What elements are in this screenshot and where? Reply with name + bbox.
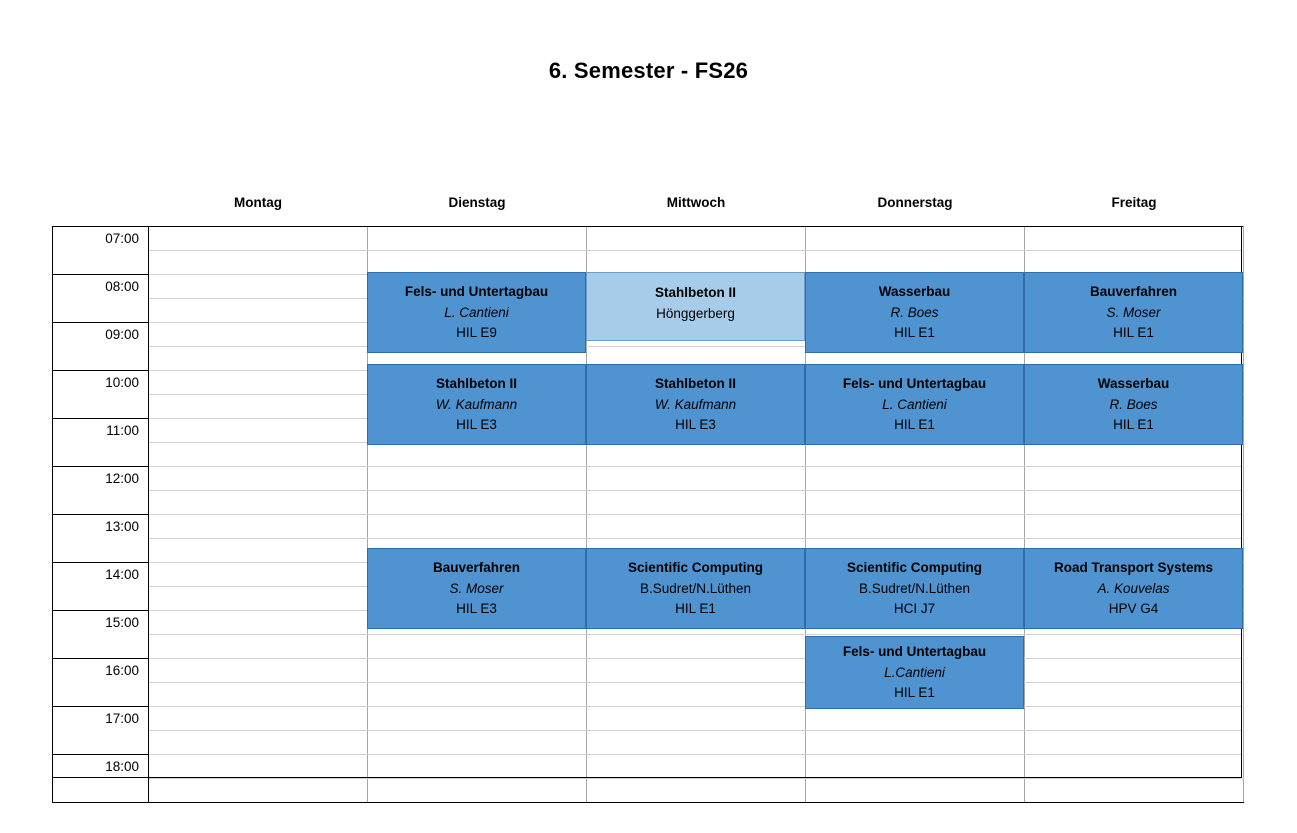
course-lecturer: L. Cantieni	[444, 304, 509, 320]
course-title: Stahlbeton II	[436, 376, 517, 391]
course-room: HIL E1	[1113, 325, 1154, 340]
time-label-cell: 07:00	[53, 227, 149, 251]
course-lecturer: S. Moser	[449, 580, 504, 596]
course-title: Bauverfahren	[1089, 284, 1178, 299]
time-label-cell: 16:00	[53, 659, 149, 683]
course-lecturer: R. Boes	[890, 304, 939, 320]
day-header-dienstag: Dienstag	[448, 194, 506, 210]
course-title: Stahlbeton II	[655, 376, 736, 391]
time-column-header	[53, 178, 149, 227]
course-lecturer: W. Kaufmann	[435, 396, 518, 412]
schedule-header	[53, 178, 1244, 227]
course-room: HIL E9	[456, 325, 497, 340]
day-header-montag: Montag	[234, 194, 282, 210]
course-lecturer: W. Kaufmann	[654, 396, 737, 412]
course-room: HPV G4	[1108, 601, 1159, 616]
course-block[interactable]	[1024, 272, 1243, 353]
course-title: Scientific Computing	[628, 560, 763, 575]
course-room: HIL E1	[894, 325, 935, 340]
course-lecturer: L. Cantieni	[882, 396, 947, 412]
course-lecturer: S. Moser	[1106, 304, 1161, 320]
course-lecturer: B.Sudret/N.Lüthen	[858, 580, 971, 596]
course-block[interactable]	[367, 272, 586, 353]
course-block[interactable]	[586, 548, 805, 629]
course-lecturer: Hönggerberg	[656, 305, 735, 321]
course-title: Bauverfahren	[432, 560, 521, 575]
event-layer	[52, 226, 1244, 778]
day-header-mittwoch: Mittwoch	[666, 194, 726, 210]
course-room: HIL E1	[894, 417, 935, 432]
course-title: Fels- und Untertagbau	[842, 376, 987, 391]
course-block[interactable]	[367, 364, 586, 445]
slot-cell[interactable]	[806, 779, 1025, 803]
course-title: Scientific Computing	[847, 560, 982, 575]
course-block[interactable]	[1024, 364, 1243, 445]
course-room: HIL E1	[675, 601, 716, 616]
course-title: Stahlbeton II	[655, 285, 736, 300]
time-label-cell: 12:00	[53, 467, 149, 491]
course-title: Fels- und Untertagbau	[842, 644, 987, 660]
time-label-cell: 17:00	[53, 707, 149, 731]
slot-cell[interactable]	[368, 779, 587, 803]
course-title: Fels- und Untertagbau	[404, 284, 549, 299]
time-label-cell: 18:00	[53, 755, 149, 779]
course-lecturer: L.Cantieni	[884, 664, 945, 680]
slot-cell[interactable]	[587, 779, 806, 803]
course-lecturer: A. Kouvelas	[1097, 580, 1170, 596]
time-label-cell: 08:00	[53, 275, 149, 299]
time-label-cell	[53, 779, 149, 803]
course-lecturer: B.Sudret/N.Lüthen	[639, 580, 752, 596]
course-room: HIL E1	[894, 685, 935, 701]
course-room: HIL E1	[1113, 417, 1154, 432]
page-title: 6. Semester - FS26	[548, 58, 749, 83]
course-block[interactable]	[1024, 548, 1243, 629]
course-room: HIL E3	[675, 417, 716, 432]
course-title: Wasserbau	[1097, 376, 1170, 391]
course-room: HCI J7	[893, 601, 936, 616]
course-block[interactable]	[805, 272, 1024, 353]
time-label-cell: 13:00	[53, 515, 149, 539]
course-block[interactable]	[586, 272, 805, 341]
slot-cell[interactable]	[1025, 779, 1244, 803]
day-header-freitag: Freitag	[1111, 194, 1157, 210]
time-label-cell: 15:00	[53, 611, 149, 635]
course-block[interactable]	[586, 364, 805, 445]
day-header-donnerstag: Donnerstag	[877, 194, 953, 210]
course-block[interactable]	[805, 636, 1024, 709]
course-room: HIL E3	[456, 417, 497, 432]
course-block[interactable]	[805, 364, 1024, 445]
course-lecturer: R. Boes	[1109, 396, 1158, 412]
course-block[interactable]	[367, 548, 586, 629]
course-title: Road Transport Systems	[1053, 560, 1214, 575]
time-label-cell: 10:00	[53, 371, 149, 395]
time-label-cell: 09:00	[53, 323, 149, 347]
time-label-cell: 14:00	[53, 563, 149, 587]
course-block[interactable]	[805, 548, 1024, 629]
slot-cell[interactable]	[149, 779, 368, 803]
time-label-cell: 11:00	[53, 419, 149, 443]
course-title: Wasserbau	[878, 284, 951, 299]
course-room: HIL E3	[456, 601, 497, 616]
